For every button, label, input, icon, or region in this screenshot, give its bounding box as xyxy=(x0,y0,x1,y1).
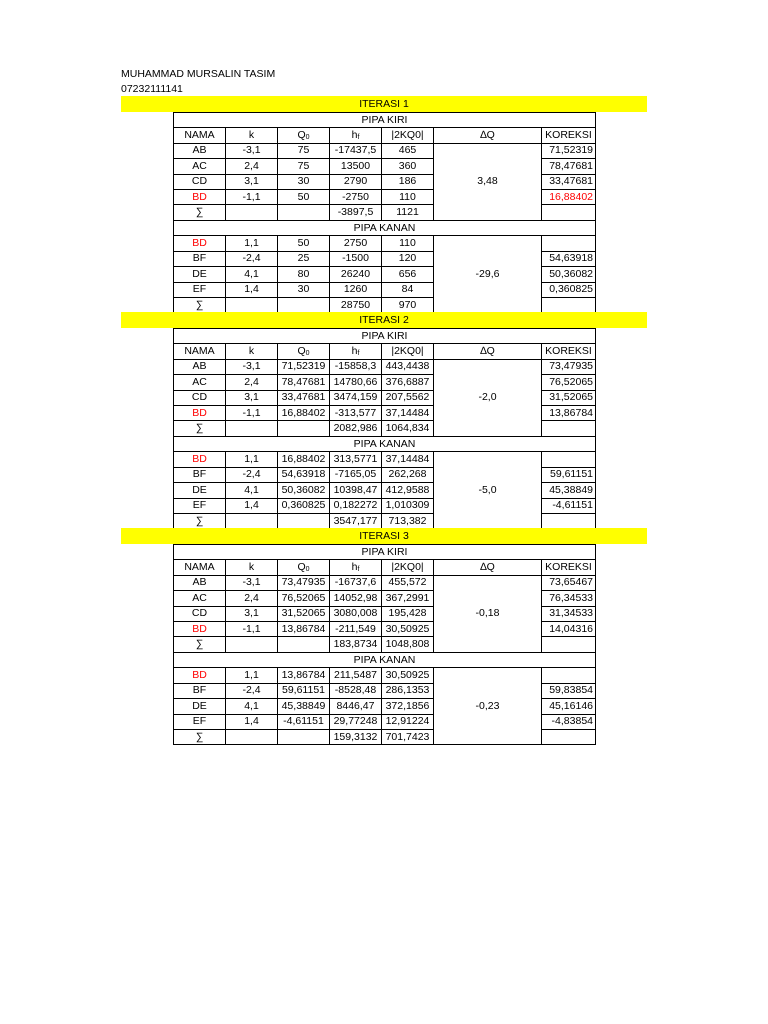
cell-koreksi xyxy=(542,452,596,467)
cell-k: 3,1 xyxy=(226,606,278,621)
cell-koreksi: 16,88402 xyxy=(542,189,596,204)
cell-2kq0: 286,1353 xyxy=(382,683,434,698)
cell-koreksi: 59,61151 xyxy=(542,467,596,482)
cell-k: -1,1 xyxy=(226,189,278,204)
sum-hf: 3547,177 xyxy=(330,513,382,528)
cell-koreksi: 45,16146 xyxy=(542,699,596,714)
table-row xyxy=(174,452,596,467)
cell-nama: BD xyxy=(174,189,226,204)
sum-2kq0: 701,7423 xyxy=(382,729,434,744)
col-header-q-subscript: 0 xyxy=(305,566,310,574)
col-header-nama: NAMA xyxy=(174,128,226,143)
col-header-q-text: Q xyxy=(297,129,306,142)
cell-nama: BD xyxy=(174,452,226,467)
cell-empty xyxy=(278,421,330,436)
cell-2kq0: 372,1856 xyxy=(382,699,434,714)
sum-hf: 2082,986 xyxy=(330,421,382,436)
cell-delta-q: -2,0 xyxy=(434,359,542,436)
cell-nama: DE xyxy=(174,267,226,282)
cell-q0: 0,360825 xyxy=(278,498,330,513)
cell-koreksi: 73,65467 xyxy=(542,575,596,590)
cell-2kq0: 656 xyxy=(382,267,434,282)
iteration-title-bar: ITERASI 1 xyxy=(121,96,647,112)
cell-nama: CD xyxy=(174,390,226,405)
cell-nama: DE xyxy=(174,483,226,498)
cell-hf: -17437,5 xyxy=(330,143,382,158)
table-row xyxy=(174,668,596,683)
cell-koreksi: 31,52065 xyxy=(542,390,596,405)
cell-empty xyxy=(278,513,330,528)
section-title: PIPA KANAN xyxy=(174,437,596,452)
cell-empty xyxy=(542,637,596,652)
pipa-kiri-table xyxy=(173,328,596,437)
cell-2kq0: 37,14484 xyxy=(382,405,434,420)
cell-2kq0: 195,428 xyxy=(382,606,434,621)
cell-delta-q: 3,48 xyxy=(434,143,542,220)
cell-q0: 78,47681 xyxy=(278,375,330,390)
cell-koreksi: 59,83854 xyxy=(542,683,596,698)
cell-k: 4,1 xyxy=(226,699,278,714)
col-header-k: k xyxy=(226,560,278,575)
cell-hf: 0,182272 xyxy=(330,498,382,513)
cell-2kq0: 30,50925 xyxy=(382,621,434,636)
col-header-q0 xyxy=(278,344,330,359)
cell-q0: 13,86784 xyxy=(278,621,330,636)
cell-delta-q: -0,18 xyxy=(434,575,542,652)
cell-nama: AB xyxy=(174,143,226,158)
pipa-kiri-table xyxy=(173,112,596,221)
pipa-kiri-table xyxy=(173,544,596,653)
cell-2kq0: 110 xyxy=(382,236,434,251)
cell-hf: -8528,48 xyxy=(330,683,382,698)
cell-k: -2,4 xyxy=(226,683,278,698)
col-header-h-subscript: f xyxy=(357,566,360,574)
cell-k: 2,4 xyxy=(226,159,278,174)
col-header-hf xyxy=(330,128,382,143)
cell-k: 2,4 xyxy=(226,591,278,606)
cell-empty xyxy=(226,729,278,744)
cell-q0: 45,38849 xyxy=(278,699,330,714)
sum-hf: -3897,5 xyxy=(330,205,382,220)
cell-nama: BF xyxy=(174,683,226,698)
cell-k: 1,1 xyxy=(226,668,278,683)
col-header-2kq0: |2KQ0| xyxy=(382,560,434,575)
cell-q0: 33,47681 xyxy=(278,390,330,405)
pipa-kanan-table xyxy=(173,436,596,529)
cell-q0: 50 xyxy=(278,189,330,204)
cell-hf: 211,5487 xyxy=(330,668,382,683)
cell-nama: AB xyxy=(174,359,226,374)
cell-q0: -4,61151 xyxy=(278,714,330,729)
sum-2kq0: 1048,808 xyxy=(382,637,434,652)
sum-2kq0: 713,382 xyxy=(382,513,434,528)
cell-koreksi: 33,47681 xyxy=(542,174,596,189)
cell-k: 1,4 xyxy=(226,498,278,513)
cell-nama: BD xyxy=(174,405,226,420)
cell-2kq0: 1,010309 xyxy=(382,498,434,513)
sum-symbol: ∑ xyxy=(174,421,226,436)
cell-koreksi: 76,52065 xyxy=(542,375,596,390)
col-header-koreksi: KOREKSI xyxy=(542,128,596,143)
cell-2kq0: 412,9588 xyxy=(382,483,434,498)
cell-hf: 2750 xyxy=(330,236,382,251)
cell-hf: 14780,66 xyxy=(330,375,382,390)
cell-hf: 26240 xyxy=(330,267,382,282)
cell-hf: 10398,47 xyxy=(330,483,382,498)
sum-hf: 28750 xyxy=(330,297,382,312)
sum-symbol: ∑ xyxy=(174,205,226,220)
cell-k: -2,4 xyxy=(226,467,278,482)
cell-nama: CD xyxy=(174,606,226,621)
cell-koreksi: 71,52319 xyxy=(542,143,596,158)
pipa-kanan-table xyxy=(173,652,596,745)
cell-2kq0: 455,572 xyxy=(382,575,434,590)
cell-q0: 30 xyxy=(278,282,330,297)
cell-q0: 76,52065 xyxy=(278,591,330,606)
col-header-delta-q: ∆Q xyxy=(434,344,542,359)
cell-2kq0: 120 xyxy=(382,251,434,266)
cell-koreksi: 78,47681 xyxy=(542,159,596,174)
col-header-koreksi: KOREKSI xyxy=(542,344,596,359)
cell-empty xyxy=(542,297,596,312)
section-title: PIPA KANAN xyxy=(174,221,596,236)
cell-nama: EF xyxy=(174,498,226,513)
section-title: PIPA KIRI xyxy=(174,545,596,560)
cell-2kq0: 465 xyxy=(382,143,434,158)
sum-2kq0: 1064,834 xyxy=(382,421,434,436)
iteration-title-bar: ITERASI 3 xyxy=(121,528,647,544)
cell-k: -3,1 xyxy=(226,575,278,590)
cell-q0: 71,52319 xyxy=(278,359,330,374)
iteration-title-bar: ITERASI 2 xyxy=(121,312,647,328)
cell-2kq0: 37,14484 xyxy=(382,452,434,467)
cell-2kq0: 30,50925 xyxy=(382,668,434,683)
cell-nama: EF xyxy=(174,282,226,297)
cell-nama: BF xyxy=(174,467,226,482)
cell-delta-q: -29,6 xyxy=(434,236,542,313)
cell-k: -1,1 xyxy=(226,405,278,420)
cell-nama: BF xyxy=(174,251,226,266)
col-header-delta-q: ∆Q xyxy=(434,128,542,143)
cell-empty xyxy=(226,513,278,528)
pipa-kanan-table xyxy=(173,220,596,313)
cell-k: -3,1 xyxy=(226,359,278,374)
col-header-koreksi: KOREKSI xyxy=(542,560,596,575)
sum-symbol: ∑ xyxy=(174,637,226,652)
cell-q0: 16,88402 xyxy=(278,452,330,467)
cell-hf: -7165,05 xyxy=(330,467,382,482)
cell-koreksi: 54,63918 xyxy=(542,251,596,266)
col-header-k: k xyxy=(226,128,278,143)
cell-k: 2,4 xyxy=(226,375,278,390)
cell-hf: 14052,98 xyxy=(330,591,382,606)
cell-q0: 25 xyxy=(278,251,330,266)
cell-k: 1,1 xyxy=(226,452,278,467)
cell-q0: 73,47935 xyxy=(278,575,330,590)
cell-koreksi xyxy=(542,668,596,683)
cell-q0: 13,86784 xyxy=(278,668,330,683)
col-header-q0 xyxy=(278,560,330,575)
col-header-h-subscript: f xyxy=(357,350,360,358)
cell-delta-q: -5,0 xyxy=(434,452,542,529)
cell-hf: 1260 xyxy=(330,282,382,297)
section-title: PIPA KIRI xyxy=(174,113,596,128)
cell-hf: 13500 xyxy=(330,159,382,174)
cell-empty xyxy=(226,421,278,436)
cell-empty xyxy=(226,205,278,220)
table-row xyxy=(174,359,596,374)
cell-hf: -1500 xyxy=(330,251,382,266)
cell-k: 4,1 xyxy=(226,483,278,498)
cell-q0: 75 xyxy=(278,159,330,174)
cell-q0: 16,88402 xyxy=(278,405,330,420)
cell-nama: EF xyxy=(174,714,226,729)
cell-2kq0: 84 xyxy=(382,282,434,297)
cell-k: 4,1 xyxy=(226,267,278,282)
cell-empty xyxy=(278,297,330,312)
cell-2kq0: 186 xyxy=(382,174,434,189)
section-title: PIPA KIRI xyxy=(174,329,596,344)
cell-empty xyxy=(542,421,596,436)
table-row xyxy=(174,236,596,251)
cell-empty xyxy=(278,729,330,744)
col-header-2kq0: |2KQ0| xyxy=(382,344,434,359)
cell-2kq0: 443,4438 xyxy=(382,359,434,374)
author-name: MUHAMMAD MURSALIN TASIM xyxy=(121,68,276,80)
cell-k: 3,1 xyxy=(226,174,278,189)
cell-2kq0: 110 xyxy=(382,189,434,204)
col-header-h-subscript: f xyxy=(357,134,360,142)
cell-q0: 50 xyxy=(278,236,330,251)
cell-empty xyxy=(542,205,596,220)
table-row xyxy=(174,575,596,590)
sum-2kq0: 970 xyxy=(382,297,434,312)
sum-symbol: ∑ xyxy=(174,513,226,528)
section-title: PIPA KANAN xyxy=(174,653,596,668)
col-header-h-text: h xyxy=(351,129,358,142)
cell-nama: BD xyxy=(174,668,226,683)
cell-koreksi: 45,38849 xyxy=(542,483,596,498)
col-header-nama: NAMA xyxy=(174,560,226,575)
cell-nama: BD xyxy=(174,621,226,636)
cell-hf: 2790 xyxy=(330,174,382,189)
col-header-delta-q: ∆Q xyxy=(434,560,542,575)
cell-koreksi: 13,86784 xyxy=(542,405,596,420)
cell-koreksi: -4,61151 xyxy=(542,498,596,513)
table-row xyxy=(174,143,596,158)
cell-2kq0: 207,5562 xyxy=(382,390,434,405)
cell-k: 3,1 xyxy=(226,390,278,405)
cell-empty xyxy=(542,729,596,744)
cell-hf: 3474,159 xyxy=(330,390,382,405)
cell-k: 1,4 xyxy=(226,282,278,297)
cell-koreksi: 0,360825 xyxy=(542,282,596,297)
cell-2kq0: 360 xyxy=(382,159,434,174)
cell-2kq0: 12,91224 xyxy=(382,714,434,729)
cell-2kq0: 262,268 xyxy=(382,467,434,482)
cell-q0: 54,63918 xyxy=(278,467,330,482)
col-header-hf xyxy=(330,560,382,575)
cell-hf: -211,549 xyxy=(330,621,382,636)
cell-koreksi: 76,34533 xyxy=(542,591,596,606)
col-header-h-text: h xyxy=(351,561,358,574)
sum-hf: 159,3132 xyxy=(330,729,382,744)
sum-symbol: ∑ xyxy=(174,729,226,744)
sum-symbol: ∑ xyxy=(174,297,226,312)
col-header-q-subscript: 0 xyxy=(305,134,310,142)
cell-q0: 30 xyxy=(278,174,330,189)
col-header-hf xyxy=(330,344,382,359)
cell-hf: -16737,6 xyxy=(330,575,382,590)
cell-hf: 29,77248 xyxy=(330,714,382,729)
cell-nama: BD xyxy=(174,236,226,251)
cell-empty xyxy=(278,205,330,220)
cell-koreksi: -4,83854 xyxy=(542,714,596,729)
cell-k: 1,1 xyxy=(226,236,278,251)
cell-nama: CD xyxy=(174,174,226,189)
cell-hf: -2750 xyxy=(330,189,382,204)
cell-q0: 75 xyxy=(278,143,330,158)
cell-hf: -15858,3 xyxy=(330,359,382,374)
cell-q0: 59,61151 xyxy=(278,683,330,698)
cell-empty xyxy=(542,513,596,528)
cell-empty xyxy=(226,637,278,652)
col-header-2kq0: |2KQ0| xyxy=(382,128,434,143)
cell-k: -1,1 xyxy=(226,621,278,636)
cell-delta-q: -0,23 xyxy=(434,668,542,745)
sum-hf: 183,8734 xyxy=(330,637,382,652)
cell-koreksi xyxy=(542,236,596,251)
cell-empty xyxy=(278,637,330,652)
col-header-q-text: Q xyxy=(297,345,306,358)
col-header-q-text: Q xyxy=(297,561,306,574)
cell-q0: 50,36082 xyxy=(278,483,330,498)
cell-q0: 31,52065 xyxy=(278,606,330,621)
cell-nama: DE xyxy=(174,699,226,714)
cell-empty xyxy=(226,297,278,312)
col-header-h-text: h xyxy=(351,345,358,358)
cell-k: -2,4 xyxy=(226,251,278,266)
cell-k: 1,4 xyxy=(226,714,278,729)
cell-k: -3,1 xyxy=(226,143,278,158)
cell-hf: 3080,008 xyxy=(330,606,382,621)
cell-2kq0: 376,6887 xyxy=(382,375,434,390)
cell-koreksi: 50,36082 xyxy=(542,267,596,282)
cell-hf: 8446,47 xyxy=(330,699,382,714)
col-header-q-subscript: 0 xyxy=(305,350,310,358)
cell-hf: 313,5771 xyxy=(330,452,382,467)
cell-nama: AB xyxy=(174,575,226,590)
col-header-k: k xyxy=(226,344,278,359)
col-header-nama: NAMA xyxy=(174,344,226,359)
cell-koreksi: 73,47935 xyxy=(542,359,596,374)
col-header-q0 xyxy=(278,128,330,143)
sum-2kq0: 1121 xyxy=(382,205,434,220)
cell-nama: AC xyxy=(174,159,226,174)
cell-q0: 80 xyxy=(278,267,330,282)
cell-hf: -313,577 xyxy=(330,405,382,420)
cell-koreksi: 14,04316 xyxy=(542,621,596,636)
cell-nama: AC xyxy=(174,375,226,390)
cell-koreksi: 31,34533 xyxy=(542,606,596,621)
cell-2kq0: 367,2991 xyxy=(382,591,434,606)
cell-nama: AC xyxy=(174,591,226,606)
student-id: 07232111141 xyxy=(121,83,183,95)
